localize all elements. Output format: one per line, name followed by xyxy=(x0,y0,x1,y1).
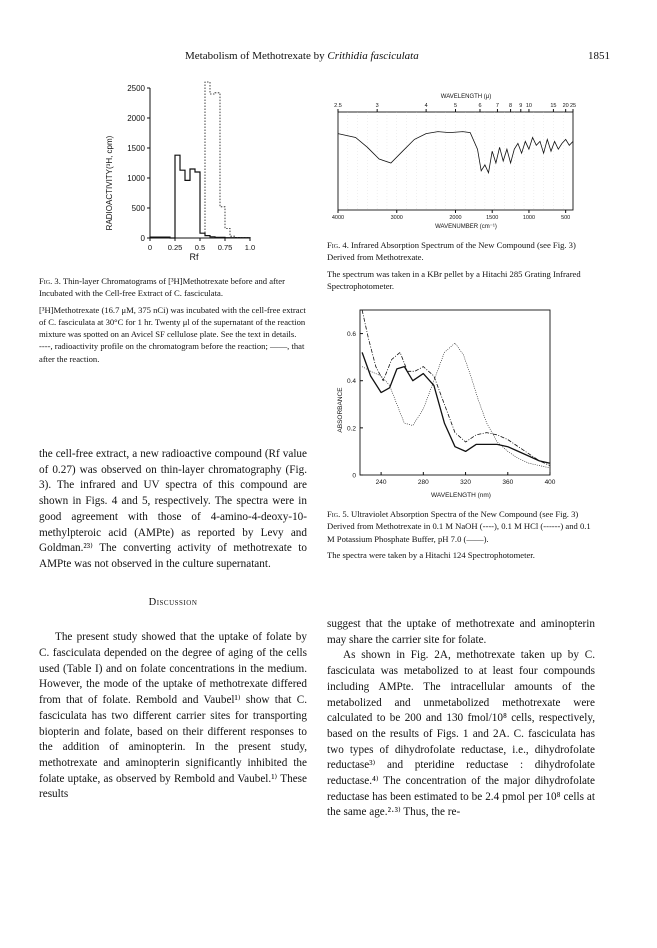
fig3-caption-label: Fig. 3. xyxy=(39,276,61,286)
fig5-plot-frame xyxy=(360,310,550,475)
fig4-top-tick-label: 8 xyxy=(509,103,513,109)
fig4-caption-body: The spectrum was taken in a KBr pellet by a Hitachi 285 Grating Infrared Spectrophotometer. xyxy=(327,268,581,291)
header-organism: Crithidia fasciculata xyxy=(327,50,419,62)
fig3-y-tick-label: 0 xyxy=(140,234,145,243)
fig4-top-tick-label: 20 xyxy=(562,103,569,109)
fig5-caption-label: Fig. 5. xyxy=(327,509,349,519)
fig4-top-tick-label: 25 xyxy=(569,103,577,109)
fig4-bottom-tick-label: 3000 xyxy=(390,215,403,221)
fig5-y-tick-label: 0.6 xyxy=(346,331,356,339)
fig3-x-tick-label: 1.0 xyxy=(244,243,256,252)
fig4-top-tick-label: 4 xyxy=(424,103,428,109)
fig5-phosphate-series xyxy=(362,352,550,463)
fig4-top-tick-label: 6 xyxy=(478,103,482,109)
fig3-y-tick-label: 2500 xyxy=(127,84,145,93)
fig5-y-tick-label: 0.2 xyxy=(346,425,356,433)
fig4-caption-title: Infrared Absorption Spectrum of the New Compound (see Fig. 3) Derived from Methotrexate. xyxy=(327,240,576,263)
fig3-y-tick-label: 500 xyxy=(131,204,145,213)
fig5-y-tick-label: 0 xyxy=(352,472,356,480)
section-heading: Discussion xyxy=(148,596,198,608)
right-paragraph-2: As shown in Fig. 2A, methotrexate taken up by C. fasciculata was metabolized to at least four compounds including AMPte. The intracellular amounts of the metabolized and unmetabolized methotrexate were calculated to be 200 and 130 fmol/10⁸ cells, respectively, based on the results of Figs. 1 and 2A. C. fasciculata has two types of dihydrofolate reductase, i.e., dihydrofolate reductase³⁾ and pteridine reductase : dihydrofolate reductase.⁴⁾ The concentration of the major dihydrofolate reductase has been estimated to be 2.4 pmol per 10⁸ cells at the same age.²·³⁾ Thus, the re- xyxy=(327,649,595,819)
discussion-paragraph: The present study showed that the uptake of folate by C. fasciculata depended on the degree of aging of the cells used (Table I) and on folate concentrations in the medium. However, the mode of the uptake of methotrexate differed from that of folate. Rembold and Vaubel¹⁾ show that C. fasciculata has two different carrier sites for transporting biopterin and folate, based on their different responses to the addition of aminopterin. In the present study, methotrexate and aminopterin significantly inhibited the folate uptake, as observed by Rembold and Vaubel.¹⁾ These results xyxy=(39,631,307,801)
fig4-chart xyxy=(318,92,586,237)
fig5-y-tick-label: 0.4 xyxy=(346,378,356,386)
fig4-top-tick-label: 15 xyxy=(550,103,557,109)
fig3-after-series xyxy=(150,155,250,238)
fig3-x-tick-label: 0.75 xyxy=(217,243,233,252)
fig4-caption xyxy=(327,239,595,292)
fig5-x-tick-label: 360 xyxy=(502,479,514,486)
fig5-x-tick-label: 240 xyxy=(375,479,387,486)
fig5-x-tick-label: 320 xyxy=(460,479,471,486)
fig4-caption-label: Fig. 4. xyxy=(327,240,349,250)
fig4-bottom-tick-label: 2000 xyxy=(449,215,462,221)
header-title: Metabolism of Methotrexate by xyxy=(185,50,328,62)
fig3-caption-body: [³H]Methotrexate (16.7 μM, 375 nCi) was incubated with the cell-free extract of C. fasciculata at 30°C for 1 hr. Twenty μl of the supernatant of the reaction mixture was spotted on an Avicel SF cellulose plate. See the text in details. xyxy=(39,304,306,340)
fig4-bottom-tick-label: 4000 xyxy=(331,215,345,221)
fig5-x-tick-label: 280 xyxy=(417,479,429,486)
fig4-top-tick-label: 2.5 xyxy=(334,103,342,109)
fig4-top-tick-label: 10 xyxy=(525,103,532,109)
right-paragraph-1: suggest that the uptake of methotrexate and aminopterin may share the carrier site for folate. xyxy=(327,618,595,646)
fig4-top-tick-label: 9 xyxy=(519,103,523,109)
fig3-x-axis-label: Rf xyxy=(189,252,199,262)
fig3-y-tick-label: 2000 xyxy=(127,114,145,123)
fig4-bottom-tick-label: 500 xyxy=(561,215,571,221)
right-column xyxy=(327,617,595,821)
fig5-x-axis-label: WAVELENGTH (nm) xyxy=(431,492,491,499)
fig4-bottom-tick-label: 1000 xyxy=(522,215,536,221)
fig5-caption xyxy=(327,508,595,561)
fig5-caption-body: The spectra were taken by a Hitachi 124 Spectrophotometer. xyxy=(327,549,535,560)
left-column xyxy=(39,447,307,803)
fig4-bottom-axis-title: WAVENUMBER (cm⁻¹) xyxy=(435,224,497,230)
fig5-y-axis-label: ABSORBANCE xyxy=(337,387,344,433)
fig4-top-tick-label: 7 xyxy=(495,103,499,109)
fig3-caption-title: Thin-layer Chromatograms of [³H]Methotrexate before and after Incubated with the Cell-free Extract of C. fasciculata. xyxy=(39,276,285,299)
fig4-top-tick-label: 3 xyxy=(375,103,379,109)
fig5-x-tick-label: 400 xyxy=(544,479,556,486)
results-paragraph: the cell-free extract, a new radioactive compound (Rf value of 0.27) was observed on thin-layer chromatography (Fig. 3). The infrared and UV spectra of this compound are shown in Figs. 4 and 5, respectively. The spectra were in good agreement with those of 4-amino-4-deoxy-10-methylpteroic acid (AMPte) as reported by Levy and Goldman.²³⁾ The converting activity of methotrexate to AMPte was not observed in the culture supernatant. xyxy=(39,448,307,570)
fig3-x-tick-label: 0.25 xyxy=(167,243,183,252)
fig5-chart xyxy=(330,300,560,505)
fig3-y-axis-label: RADIOACTIVITY(³H, cpm) xyxy=(105,135,114,231)
fig3-y-tick-label: 1500 xyxy=(127,144,145,153)
fig3-chart xyxy=(100,78,290,268)
fig4-top-axis-title: WAVELENGTH (μ) xyxy=(440,94,492,100)
running-header xyxy=(185,50,525,62)
fig5-caption-title: Ultraviolet Absorption Spectra of the New Compound (see Fig. 3) Derived from Methotrexate in 0.1 M NaOH (----), 0.1 M HCl (------) and 0.1 M Potassium Phosphate Buffer, pH 7.0 (——). xyxy=(327,509,591,544)
fig3-caption-legend: ----, radioactivity profile on the chromatogram before the reaction; ——, that after the reaction. xyxy=(39,341,305,364)
fig3-y-tick-label: 1000 xyxy=(127,174,145,183)
fig4-bottom-tick-label: 1500 xyxy=(486,215,499,221)
fig3-caption xyxy=(39,275,307,365)
fig4-top-tick-label: 5 xyxy=(453,103,458,109)
page-number: 1851 xyxy=(588,50,610,62)
fig3-x-tick-label: 0 xyxy=(147,243,153,252)
fig3-x-tick-label: 0.5 xyxy=(194,243,206,252)
